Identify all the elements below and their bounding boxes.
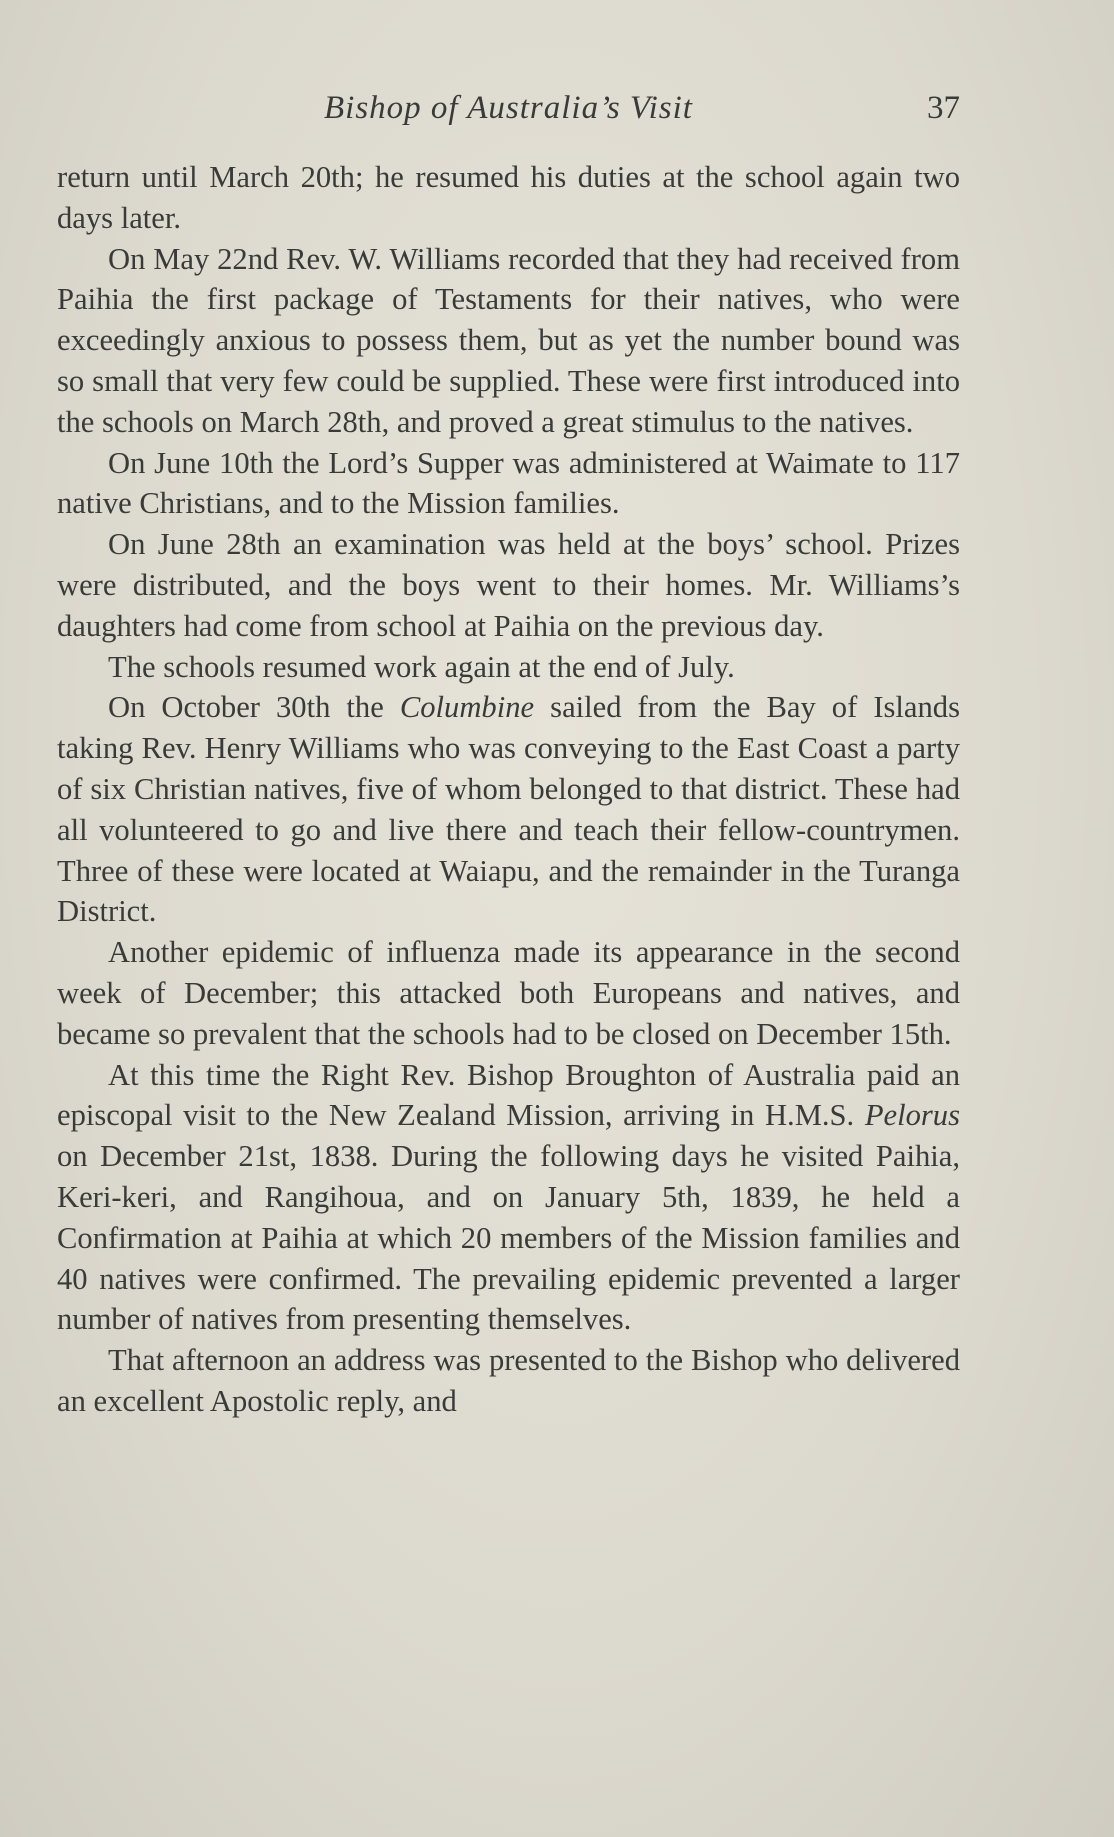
paragraph-columbine-after: sailed from the Bay of Islands taking Rev. Henry Williams who was conveying to the East Coast a party of six Christian natives, five of whom belonged to that district. These had all volunteered to go and live there and teach their fellow-countrymen. Three of these were located at Waiapu, and the remainder in the Turanga District. bbox=[57, 690, 960, 929]
ship-name-pelorus: Pelorus bbox=[864, 1098, 960, 1133]
page-number: 37 bbox=[927, 90, 960, 126]
body-text bbox=[57, 157, 960, 1422]
paragraph-columbine-before: On October 30th the bbox=[108, 690, 400, 725]
paragraph-bishop-after: on December 21st, 1838. During the following days he visited Paihia, Keri-keri, and Rangihoua, and on January 5th, 1839, he held a Confirmation at Paihia at which 20 members of the Mission families and 40 natives were confirmed. The prevailing epidemic prevented a larger number of natives from presenting themselves. bbox=[57, 1139, 960, 1337]
page-header bbox=[57, 90, 960, 136]
paragraph-lords-supper: On June 10th the Lord’s Supper was administered at Waimate to 117 native Christians, and to the Mission families. bbox=[57, 445, 960, 521]
paragraph-bishop-before: At this time the Right Rev. Bishop Broughton of Australia paid an episcopal visit to the New Zealand Mission, arriving in H.M.S. bbox=[57, 1057, 960, 1133]
paragraph-examination: On June 28th an examination was held at the boys’ school. Prizes were distributed, and the boys went to their homes. Mr. Williams’s daughters had come from school at Paihia on the previous day. bbox=[57, 527, 960, 643]
ship-name-columbine: Columbine bbox=[399, 690, 535, 725]
paragraph-bishop-visit bbox=[57, 1055, 960, 1341]
paragraph-testaments: On May 22nd Rev. W. Williams recorded that they had received from Paihia the first package of Testaments for their natives, who were exceedingly anxious to possess them, but as yet the number bound was so small that very few could be supplied. These were first introduced into the schools on March 28th, and proved a great stimulus to the natives. bbox=[57, 241, 960, 439]
paragraph-influenza: Another epidemic of influenza made its appearance in the second week of December; this attacked both Europeans and natives, and became so prevalent that the schools had to be closed on December 15th. bbox=[57, 935, 960, 1051]
paragraph-columbine bbox=[57, 687, 960, 932]
paragraph-schools-resumed: The schools resumed work again at the end of July. bbox=[108, 649, 735, 684]
paragraph-continuation: return until March 20th; he resumed his duties at the school again two days later. bbox=[57, 160, 960, 235]
running-title: Bishop of Australia’s Visit bbox=[324, 90, 693, 126]
paragraph-address: That afternoon an address was presented to the Bishop who delivered an excellent Apostolic reply, and bbox=[57, 1343, 960, 1418]
